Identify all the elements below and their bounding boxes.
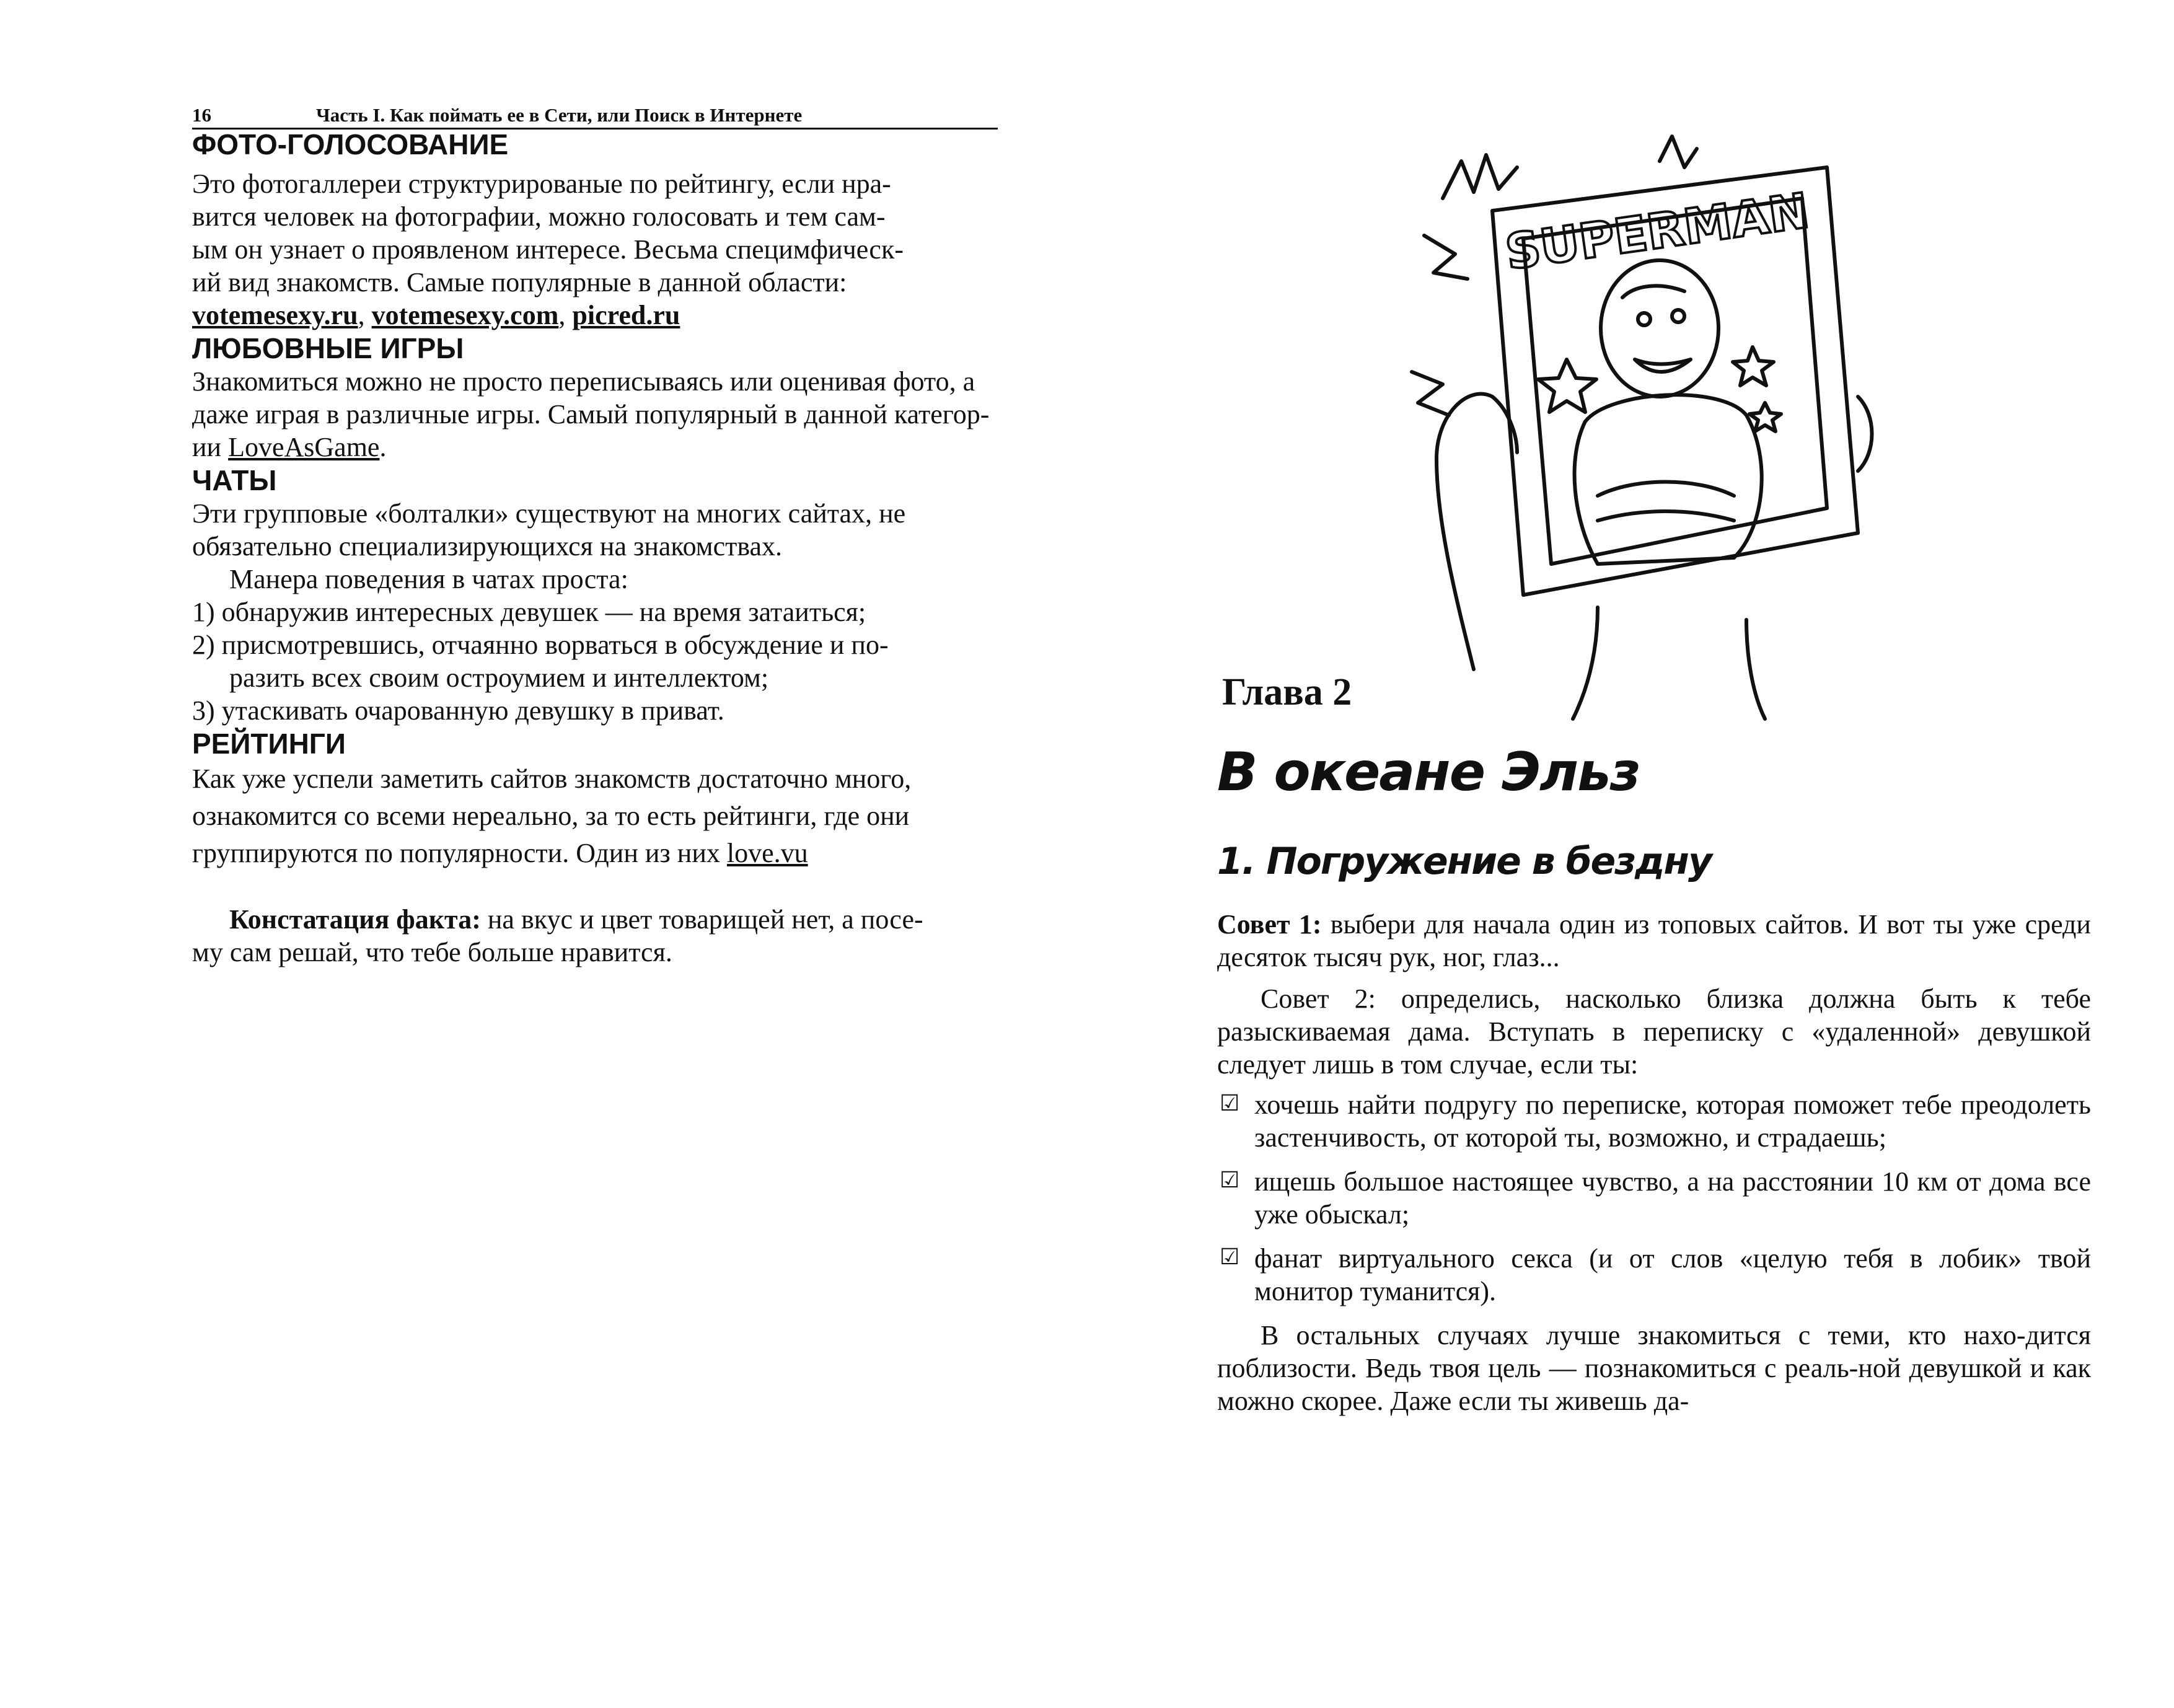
list-item bbox=[1217, 1165, 2091, 1231]
fact-label: Констатация факта: bbox=[229, 904, 481, 935]
fact-text-1: на вкус и цвет товарищей нет, а посе- bbox=[480, 904, 923, 935]
ratings-line-3 bbox=[192, 835, 1085, 872]
fact-line-1 bbox=[192, 903, 1085, 936]
love-games-line-3 bbox=[192, 431, 1085, 464]
checkbox-icon: ☑ bbox=[1220, 1244, 1240, 1269]
ratings-line-2: ознакомится со всеми нереально, за то есть рейтинги, где они bbox=[192, 801, 910, 831]
tip-1 bbox=[1217, 908, 2091, 974]
chats-item-1: 1) обнаружив интересных девушек — на время затаиться; bbox=[192, 597, 866, 627]
crossed-arms-bottom bbox=[1598, 511, 1734, 521]
link-picred-ru[interactable]: picred.ru bbox=[572, 300, 680, 330]
legs-left bbox=[1573, 607, 1598, 719]
star-right-small bbox=[1749, 403, 1781, 431]
running-head bbox=[192, 104, 998, 130]
superman-illustration bbox=[1399, 124, 1889, 731]
left-hand bbox=[1492, 397, 1517, 452]
page-number: 16 bbox=[192, 104, 211, 126]
photo-voting-line-3: ым он узнает о проявленом интересе. Весьма специмфическ- bbox=[192, 234, 904, 265]
heading-photo-voting: ФОТО-ГОЛОСОВАНИЕ bbox=[192, 128, 509, 161]
eye-right bbox=[1672, 310, 1684, 322]
brow bbox=[1622, 286, 1684, 297]
tip-1-text: выбери для начала один из топовых сайтов. И вот ты уже среди десяток тысяч рук, ног, глаз... bbox=[1217, 909, 2091, 972]
spark-top-center bbox=[1660, 136, 1697, 167]
legs-right bbox=[1746, 620, 1765, 719]
chapter-number: Глава 2 bbox=[1222, 671, 1352, 713]
tip-2: Совет 2: определись, насколько близка должна быть к тебе разыскиваемая дама. Вступать в переписку с «удаленной» девушкой следует лишь в том случае, если ты: bbox=[1217, 984, 2091, 1080]
heading-chats: ЧАТЫ bbox=[192, 464, 277, 496]
superman-label: SUPERMAN bbox=[1502, 183, 1813, 281]
checkbox-icon: ☑ bbox=[1220, 1091, 1240, 1116]
link-loveasgame[interactable]: LoveAsGame bbox=[228, 432, 380, 462]
section-title: 1. Погружение в бездну bbox=[1217, 840, 1712, 883]
heading-ratings: РЕЙТИНГИ bbox=[192, 728, 346, 760]
link-love-vu[interactable]: love.vu bbox=[726, 838, 808, 868]
spark-top-left bbox=[1443, 155, 1517, 198]
photo-voting-line-1: Это фотогаллереи структурированые по рейтингу, если нра- bbox=[192, 169, 891, 199]
list-item-text: ищешь большое настоящее чувство, а на расстоянии 10 км от дома все уже обыскал; bbox=[1254, 1166, 2091, 1230]
photo-voting-links bbox=[192, 299, 1085, 332]
spark-left bbox=[1424, 236, 1468, 279]
running-head-title: Часть I. Как поймать ее в Сети, или Поиск в Интернете bbox=[316, 104, 803, 126]
crossed-arms-top bbox=[1598, 482, 1734, 496]
chats-intro: Манера поведения в чатах проста: bbox=[229, 564, 628, 594]
chats-item-3: 3) утаскивать очарованную девушку в приват. bbox=[192, 695, 724, 726]
eye-left bbox=[1638, 313, 1650, 325]
link-votemesexy-com[interactable]: votemesexy.com bbox=[371, 300, 559, 330]
fact-line-2: му сам решай, что тебе больше нравится. bbox=[192, 937, 672, 967]
ratings-prefix: группируются по популярности. Один из них bbox=[192, 838, 727, 868]
chapter-title: В океане Эльз bbox=[1217, 741, 1640, 803]
checkbox-list bbox=[1217, 1088, 2091, 1308]
ratings-line-1: Как уже успели заметить сайтов знакомств достаточно много, bbox=[192, 764, 912, 794]
tip-1-label: Совет 1: bbox=[1217, 909, 1322, 940]
list-item bbox=[1217, 1088, 2091, 1154]
chats-item-2-cont: разить всех своим остроумием и интеллектом; bbox=[229, 663, 769, 693]
chats-line-2: обязательно специализирующихся на знакомствах. bbox=[192, 531, 783, 561]
love-games-suffix: . bbox=[379, 432, 387, 462]
spark-left-lower bbox=[1412, 372, 1449, 415]
checkbox-icon: ☑ bbox=[1220, 1168, 1240, 1192]
love-games-line-2: даже играя в различные игры. Самый популярный в данной категор- bbox=[192, 399, 990, 429]
closing-paragraph: В остальных случаях лучше знакомиться с теми, кто нахо-дится поблизости. Ведь твоя цель — познакомиться с реаль-ной девушкой и как можно скорее. Даже если ты живешь да- bbox=[1217, 1320, 2091, 1416]
list-item-text: фанат виртуального секса (и от слов «целую тебя в лобик» твой монитор туманится). bbox=[1254, 1243, 2091, 1306]
love-games-line-1: Знакомиться можно не просто переписываясь или оценивая фото, а bbox=[192, 366, 975, 397]
heading-love-games: ЛЮБОВНЫЕ ИГРЫ bbox=[192, 332, 464, 364]
head bbox=[1601, 260, 1719, 397]
link-sep-2: , bbox=[558, 300, 573, 330]
photo-voting-line-4: ий вид знакомств. Самые популярные в данной области: bbox=[192, 267, 847, 297]
chats-line-1: Эти групповые «болталки» существуют на многих сайтах, не bbox=[192, 498, 906, 529]
photo-voting-line-2: вится человек на фотографии, можно голосовать и тем сам- bbox=[192, 201, 886, 232]
right-hand bbox=[1858, 397, 1872, 471]
star-left bbox=[1538, 359, 1596, 412]
left-arm bbox=[1437, 394, 1492, 669]
left-column bbox=[192, 128, 1085, 969]
list-item-text: хочешь найти подругу по переписке, которая поможет тебе преодолеть застенчивость, от которой ты, возможно, и страдаешь; bbox=[1254, 1090, 2091, 1153]
right-column bbox=[1217, 908, 2091, 1417]
right-page bbox=[1087, 0, 2174, 1708]
star-right bbox=[1733, 347, 1774, 385]
chats-item-2: 2) присмотревшись, отчаянно ворваться в обсуждение и по- bbox=[192, 630, 889, 660]
love-games-prefix: ии bbox=[192, 432, 229, 462]
link-sep-1: , bbox=[358, 300, 372, 330]
link-votemesexy-ru[interactable]: votemesexy.ru bbox=[192, 300, 358, 330]
mouth bbox=[1635, 359, 1691, 372]
list-item bbox=[1217, 1242, 2091, 1308]
